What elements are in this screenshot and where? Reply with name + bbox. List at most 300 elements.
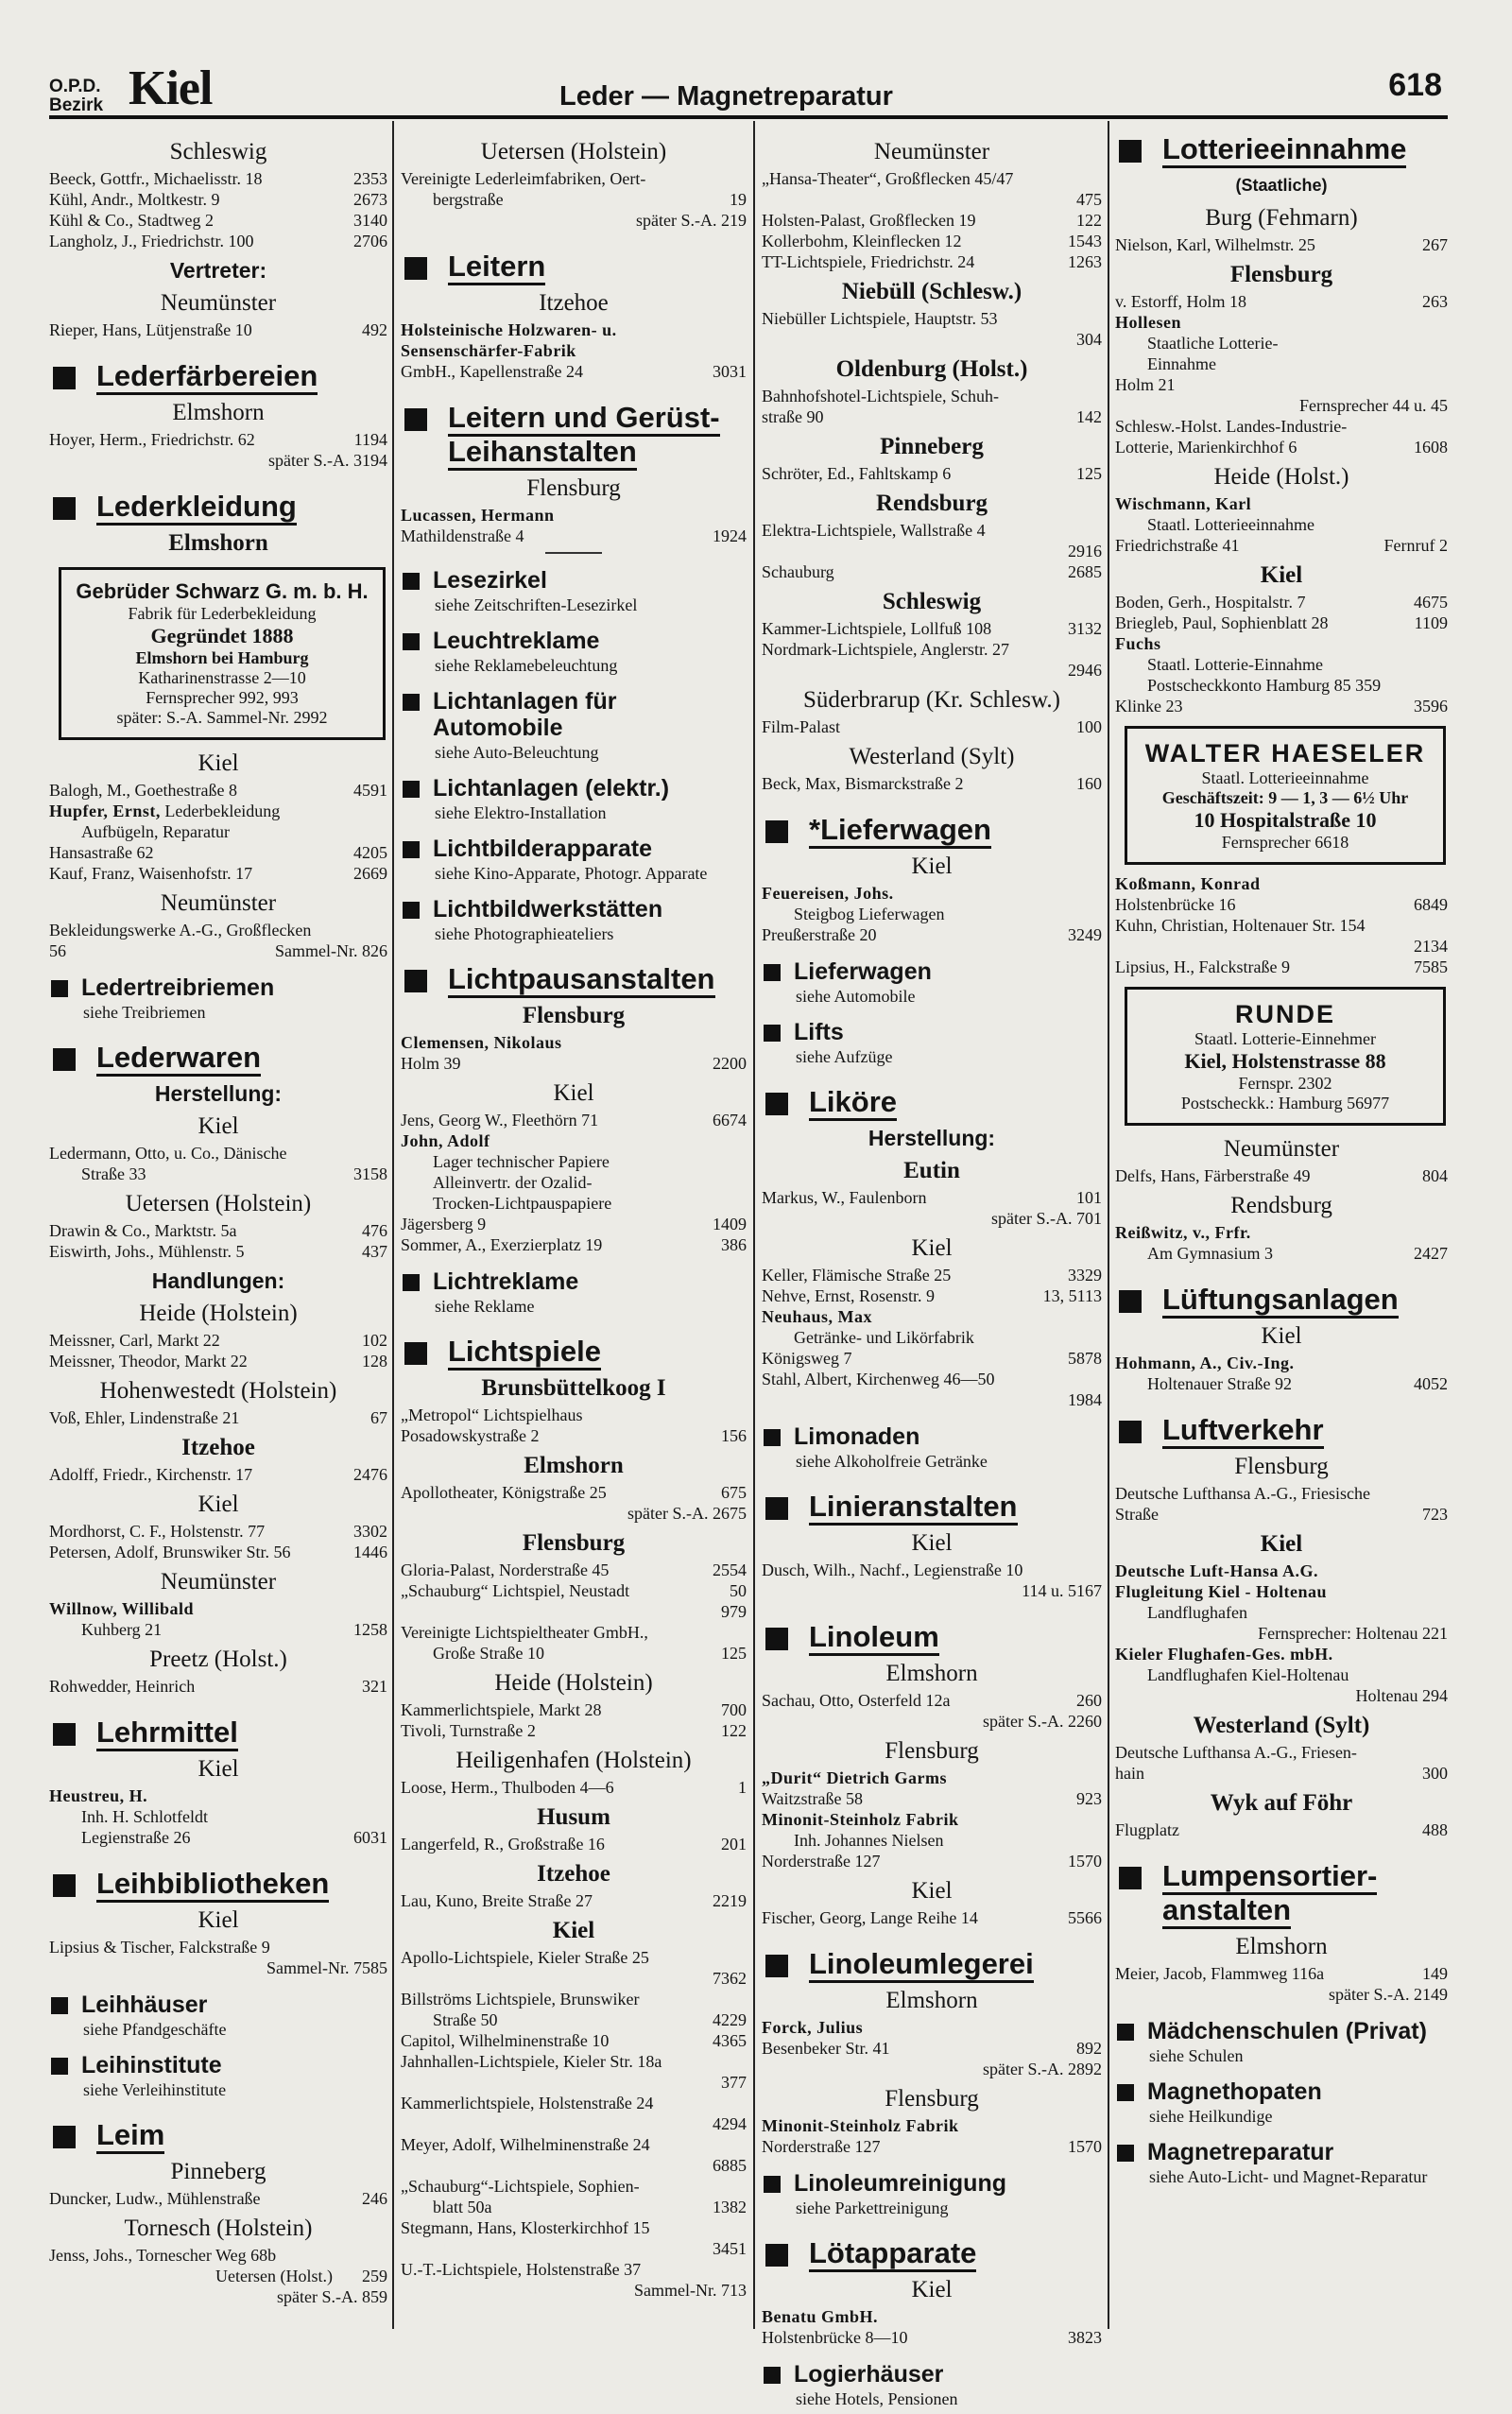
entry: Eiswirth, Johs., Mühlenstr. 5 437	[49, 1242, 387, 1261]
entry: Reißwitz, v., Frfr.	[1115, 1223, 1251, 1242]
place-heading: Kiel	[911, 854, 953, 879]
entry: Postscheckkonto Hamburg 85 359	[1147, 676, 1382, 695]
category-heading: Lichtpausanstalten	[401, 962, 747, 996]
entry: Holstenbrücke 8—10 3823	[762, 2328, 1102, 2347]
cross-reference: siehe Aufzüge	[796, 1047, 893, 1066]
entry: Rieper, Hans, Lütjenstraße 10 492	[49, 320, 387, 339]
place-heading: Uetersen (Holstein)	[125, 1191, 312, 1216]
place-heading: Flensburg	[522, 1530, 626, 1556]
entry: Rohwedder, Heinrich 321	[49, 1677, 387, 1696]
place-heading: Oldenburg (Holst.)	[835, 356, 1028, 382]
subheading: Herstellung:	[154, 1081, 283, 1106]
entry: Flugleitung Kiel - Holtenau	[1115, 1582, 1328, 1601]
place-heading: Kiel	[911, 1878, 953, 1904]
entry: Jens, Georg W., Fleethörn 71 6674	[401, 1111, 747, 1129]
entry: „Durit“ Dietrich Garms	[762, 1768, 947, 1787]
place-heading: Itzehoe	[537, 1861, 610, 1887]
entry: Elektra-Lichtspiele, Wallstraße 4	[762, 521, 986, 540]
entry: 2916	[1068, 542, 1102, 560]
entry: später S.-A. 3194	[268, 451, 387, 470]
category-heading: Logierhäuser	[762, 2361, 1102, 2388]
entry: Deutsche Luft-Hansa A.G.	[1115, 1561, 1319, 1580]
entry: 2134	[1414, 937, 1448, 956]
entry: Bahnhofshotel-Lichtspiele, Schuh-	[762, 387, 999, 405]
entry: Kammerlichtspiele, Markt 28 700	[401, 1700, 747, 1719]
entry: Inh. H. Schlotfeldt	[81, 1807, 208, 1826]
place-heading: Süderbrarup (Kr. Schlesw.)	[803, 687, 1060, 713]
place-heading: Flensburg	[885, 2086, 979, 2112]
cross-reference: siehe Parkettreinigung	[796, 2198, 949, 2217]
entry: Minonit-Steinholz Fabrik	[762, 2116, 959, 2135]
entry: Benatu GmbH.	[762, 2307, 879, 2326]
page-header	[49, 61, 1448, 115]
column-4	[1115, 132, 1448, 2192]
category-heading: Lifts	[762, 1019, 1102, 1045]
place-heading: Husum	[537, 1804, 610, 1830]
place-heading: Flensburg	[526, 475, 621, 501]
entry: Mathildenstraße 4 1924	[401, 526, 747, 545]
category-heading: Lichtanlagen (elektr.)	[401, 775, 747, 802]
entry: später S.-A. 701	[991, 1209, 1102, 1228]
entry: 56 Sammel-Nr. 826	[49, 941, 387, 960]
cross-reference: siehe Reklamebeleuchtung	[435, 656, 618, 675]
entry: Beck, Max, Bismarckstraße 2 160	[762, 774, 1102, 793]
category-heading: Lesezirkel	[401, 567, 747, 594]
place-heading: Kiel	[1260, 562, 1303, 588]
entry: Heustreu, H.	[49, 1786, 148, 1805]
place-heading: Niebüll (Schlesw.)	[841, 279, 1022, 304]
entry: Koßmann, Konrad	[1115, 874, 1261, 893]
entry: GmbH., Kapellenstraße 24 3031	[401, 362, 747, 381]
place-heading: Schleswig	[169, 139, 267, 164]
place-heading: Elmshorn	[524, 1453, 624, 1478]
entry: v. Estorff, Holm 18 263	[1115, 292, 1448, 311]
entry: Langerfeld, R., Großstraße 16 201	[401, 1835, 747, 1854]
place-heading: Heide (Holst.)	[1213, 464, 1349, 490]
entry: Sammel-Nr. 7585	[266, 1958, 387, 1977]
entry: Alleinvertr. der Ozalid-	[433, 1173, 593, 1192]
entry: Gloria-Palast, Norderstraße 45 2554	[401, 1560, 747, 1579]
entry: hain 300	[1115, 1764, 1448, 1783]
entry: „Schauburg“ Lichtspiel, Neustadt 50	[401, 1581, 747, 1600]
entry: „Metropol“ Lichtspielhaus	[401, 1405, 583, 1424]
entry: Einnahme	[1147, 354, 1216, 373]
place-heading: Heide (Holstein)	[139, 1301, 298, 1326]
category-heading: Limonaden	[762, 1423, 1102, 1450]
entry: Billströms Lichtspiele, Brunswiker	[401, 1990, 640, 2009]
entry: Duncker, Ludw., Mühlenstraße 246	[49, 2189, 387, 2208]
entry: Große Straße 10 125	[433, 1644, 747, 1663]
place-heading: Hohenwestedt (Holstein)	[99, 1378, 337, 1404]
place-heading: Elmshorn	[172, 400, 265, 425]
entry: 7362	[713, 1969, 747, 1988]
entry: Kollerbohm, Kleinflecken 12 1543	[762, 232, 1102, 250]
place-heading: Neumünster	[873, 139, 990, 164]
entry: Uetersen (Holst.) 259	[215, 2267, 387, 2285]
place-heading: Brunsbüttelkoog I	[481, 1375, 666, 1401]
place-heading: Kiel	[198, 1907, 239, 1933]
entry: Kühl & Co., Stadtweg 2 3140	[49, 211, 387, 230]
entry: später S.-A. 2675	[627, 1504, 747, 1523]
entry: Waitzstraße 58 923	[762, 1789, 1102, 1808]
entry: Hupfer, Ernst, Lederbekleidung	[49, 802, 281, 820]
cross-reference: siehe Alkoholfreie Getränke	[796, 1452, 988, 1471]
place-heading: Flensburg	[885, 1738, 979, 1764]
cross-reference: siehe Auto-Licht- und Magnet-Reparatur	[1149, 2167, 1428, 2186]
entry: Trocken-Lichtpauspapiere	[433, 1194, 612, 1213]
category-heading: Lehrmittel	[49, 1716, 387, 1750]
entry: Meyer, Adolf, Wilhelminenstraße 24	[401, 2135, 650, 2154]
entry: Bekleidungswerke A.-G., Großflecken	[49, 921, 312, 940]
page-title: Leder — Magnetreparatur	[559, 81, 893, 112]
column-divider	[1108, 121, 1109, 2329]
entry: 1984	[1068, 1390, 1102, 1409]
entry: Film-Palast 100	[762, 717, 1102, 736]
entry: Kammerlichtspiele, Holstenstraße 24	[401, 2094, 654, 2112]
entry: Königsweg 7 5878	[762, 1349, 1102, 1368]
separator	[545, 552, 602, 554]
entry: Adolff, Friedr., Kirchenstr. 17 2476	[49, 1465, 387, 1484]
entry: Briegleb, Paul, Sophienblatt 28 1109	[1115, 613, 1448, 632]
entry: Kuhn, Christian, Holtenauer Str. 154	[1115, 916, 1366, 935]
entry: Jägersberg 9 1409	[401, 1215, 747, 1233]
entry: später S.-A. 2892	[983, 2060, 1102, 2078]
entry: Holtenau 294	[1355, 1686, 1448, 1705]
entry: Lager technischer Papiere	[433, 1152, 610, 1171]
entry: Posadowskystraße 2 156	[401, 1426, 747, 1445]
place-heading: Tornesch (Holstein)	[124, 2216, 313, 2241]
entry: Wischmann, Karl	[1115, 494, 1252, 513]
entry: Stahl, Albert, Kirchenweg 46—50	[762, 1370, 995, 1388]
entry: Lipsius, H., Falckstraße 9 7585	[1115, 957, 1448, 976]
entry: Deutsche Lufthansa A.-G., Friesische	[1115, 1484, 1370, 1503]
entry: Holm 39 2200	[401, 1054, 747, 1073]
entry: Apollo-Lichtspiele, Kieler Straße 25	[401, 1948, 649, 1967]
entry: Straße 33 3158	[81, 1164, 387, 1183]
entry: bergstraße 19	[433, 190, 747, 209]
category-heading: Linoleumlegerei	[762, 1947, 1102, 1981]
entry: Sammel-Nr. 713	[634, 2281, 747, 2300]
category-heading: Lieferwagen	[762, 958, 1102, 985]
entry: Getränke- und Likörfabrik	[794, 1328, 974, 1347]
place-heading: Kiel	[911, 1235, 953, 1261]
category-heading: Leitern und Gerüst-Leihanstalten	[401, 401, 747, 469]
entry: Legienstraße 26 6031	[81, 1828, 387, 1847]
entry: Nielson, Karl, Wilhelmstr. 25 267	[1115, 235, 1448, 254]
category-heading: Lederwaren	[49, 1041, 387, 1075]
entry: Straße 723	[1115, 1505, 1448, 1524]
place-heading: Kiel	[911, 1530, 953, 1556]
category-heading: Lüftungsanlagen	[1115, 1283, 1448, 1317]
entry: „Schauburg“-Lichtspiele, Sophien-	[401, 2177, 640, 2196]
place-heading: Flensburg	[1229, 262, 1333, 287]
entry: Holstenbrücke 16 6849	[1115, 895, 1448, 914]
category-heading: Mädchenschulen (Privat)	[1115, 2018, 1448, 2044]
entry: Deutsche Lufthansa A.-G., Friesen-	[1115, 1743, 1357, 1762]
column-1	[49, 132, 387, 2308]
place-heading: Kiel	[553, 1080, 594, 1106]
category-heading: Magnethopaten	[1115, 2078, 1448, 2105]
entry: Flugplatz 488	[1115, 1820, 1448, 1839]
entry: Schlesw.-Holst. Landes-Industrie-	[1115, 417, 1348, 436]
category-heading: *Lieferwagen	[762, 813, 1102, 847]
column-3	[762, 132, 1102, 2414]
entry: 6885	[713, 2156, 747, 2175]
entry: Dusch, Wilh., Nachf., Legienstraße 10	[762, 1560, 1023, 1579]
entry: Landflughafen Kiel-Holtenau	[1147, 1665, 1349, 1684]
entry: Hansastraße 62 4205	[49, 843, 387, 862]
cross-reference: siehe Zeitschriften-Lesezirkel	[435, 595, 638, 614]
entry: Capitol, Wilhelminenstraße 10 4365	[401, 2031, 747, 2050]
entry: Keller, Flämische Straße 25 3329	[762, 1266, 1102, 1285]
place-heading: Neumünster	[160, 890, 277, 916]
entry: Vereinigte Lichtspieltheater GmbH.,	[401, 1623, 648, 1642]
entry: 4294	[713, 2114, 747, 2133]
entry: Holm 21	[1115, 375, 1176, 394]
place-heading: Pinneberg	[880, 434, 984, 459]
entry: Staatl. Lotterieeinnahme	[1147, 515, 1314, 534]
category-heading: Lötapparate	[762, 2236, 1102, 2270]
cross-reference: siehe Verleihinstitute	[83, 2080, 227, 2099]
entry: Kauf, Franz, Waisenhofstr. 17 2669	[49, 864, 387, 883]
place-heading: Kiel	[198, 1492, 239, 1517]
entry: Lucassen, Hermann	[401, 506, 555, 525]
entry: Fernsprecher: Holtenau 221	[1258, 1624, 1448, 1643]
category-heading: Linoleumreinigung	[762, 2170, 1102, 2197]
cross-reference: siehe Hotels, Pensionen	[796, 2389, 958, 2408]
entry: Beeck, Gottfr., Michaelisstr. 18 2353	[49, 169, 387, 188]
entry: Apollotheater, Königstraße 25 675	[401, 1483, 747, 1502]
advertisement-box: RUNDE Staatl. Lotterie-Einnehmer Kiel, Holstenstrasse 88 Fernspr. 2302 Postscheckk.: Hamburg 56977	[1125, 987, 1446, 1126]
entry: Aufbügeln, Reparatur	[81, 822, 230, 841]
entry: Fischer, Georg, Lange Reihe 14 5566	[762, 1908, 1102, 1927]
entry: Balogh, M., Goethestraße 8 4591	[49, 781, 387, 800]
category-heading: Lichtbilderapparate	[401, 836, 747, 862]
cross-reference: siehe Treibriemen	[83, 1003, 206, 1022]
entry: TT-Lichtspiele, Friedrichstr. 24 1263	[762, 252, 1102, 271]
category-heading: Lederfärbereien	[49, 359, 387, 393]
advertisement-box: Gebrüder Schwarz G. m. b. H. Fabrik für Lederbekleidung Gegründet 1888 Elmshorn bei Hamburg Katharinenstrasse 2—10 Fernsprecher 992, 993 später: S.-A. Sammel-Nr. 2992	[59, 567, 386, 740]
category-heading: Leihhäuser	[49, 1992, 387, 2018]
place-heading: Neumünster	[160, 1569, 277, 1595]
entry: Besenbeker Str. 41 892	[762, 2039, 1102, 2058]
entry: Schröter, Ed., Fahltskamp 6 125	[762, 464, 1102, 483]
place-heading: Itzehoe	[539, 290, 609, 316]
entry: Friedrichstraße 41 Fernruf 2	[1115, 536, 1448, 555]
place-heading: Eutin	[903, 1158, 960, 1183]
entry: Norderstraße 127 1570	[762, 1852, 1102, 1871]
entry: Kammer-Lichtspiele, Lollfuß 108 3132	[762, 619, 1102, 638]
place-heading: Burg (Fehmarn)	[1205, 205, 1358, 231]
entry: 114 u. 5167	[1022, 1581, 1102, 1600]
category-heading: Leitern	[401, 250, 747, 284]
entry: Staatliche Lotterie-	[1147, 334, 1279, 353]
header-rule	[49, 115, 1448, 119]
entry: „Hansa-Theater“, Großflecken 45/47	[762, 169, 1014, 188]
entry: Loose, Herm., Thulboden 4—6 1	[401, 1778, 747, 1797]
place-heading: Itzehoe	[181, 1435, 255, 1460]
entry: Steigbog Lieferwagen	[794, 905, 945, 923]
place-heading: Elmshorn	[885, 1661, 978, 1686]
entry: Stegmann, Hans, Klosterkirchhof 15	[401, 2218, 650, 2237]
entry: Nehve, Ernst, Rosenstr. 9 13, 5113	[762, 1286, 1102, 1305]
entry: Fernsprecher 44 u. 45	[1299, 396, 1448, 415]
entry: Nordmark-Lichtspiele, Anglerstr. 27	[762, 640, 1009, 659]
place-heading: Flensburg	[522, 1003, 626, 1028]
place-heading: Wyk auf Föhr	[1210, 1790, 1353, 1816]
place-heading: Kiel	[1261, 1323, 1302, 1349]
entry: Schauburg 2685	[762, 562, 1102, 581]
entry: Willnow, Willibald	[49, 1599, 195, 1618]
advertisement-box: WALTER HAESELER Staatl. Lotterieeinnahme Geschäftszeit: 9 — 1, 3 — 6½ Uhr 10 Hospitalstraße 10 Fernsprecher 6618	[1125, 726, 1446, 865]
cross-reference: siehe Photographieateliers	[435, 924, 614, 943]
place-heading: Neumünster	[160, 290, 277, 316]
entry: 475	[1076, 190, 1102, 209]
category-heading: Liköre	[762, 1085, 1102, 1119]
subheading: Vertreter:	[169, 258, 267, 283]
category-heading: Ledertreibriemen	[49, 974, 387, 1001]
entry: Boden, Gerh., Hospitalstr. 7 4675	[1115, 593, 1448, 612]
place-heading: Westerland (Sylt)	[1193, 1713, 1370, 1738]
entry: Norderstraße 127 1570	[762, 2137, 1102, 2156]
entry: Straße 50 4229	[433, 2010, 747, 2029]
entry: John, Adolf	[401, 1131, 490, 1150]
place-heading: Heide (Holstein)	[494, 1670, 653, 1696]
entry: Delfs, Hans, Färberstraße 49 804	[1115, 1166, 1448, 1185]
cross-reference: siehe Heilkundige	[1149, 2107, 1273, 2126]
entry: Staatl. Lotterie-Einnahme	[1147, 655, 1323, 674]
entry: Kieler Flughafen-Ges. mbH.	[1115, 1645, 1333, 1664]
category-heading: Linieranstalten	[762, 1490, 1102, 1524]
entry: 2946	[1068, 661, 1102, 680]
entry: Landflughafen	[1147, 1603, 1247, 1622]
place-heading: Heiligenhafen (Holstein)	[455, 1748, 692, 1773]
place-heading: Elmshorn	[885, 1988, 978, 2013]
entry: später S.-A. 219	[636, 211, 747, 230]
page-number: 618	[1388, 67, 1442, 103]
category-heading: Lumpensortier-anstalten	[1115, 1859, 1448, 1927]
entry: Feuereisen, Johs.	[762, 884, 894, 903]
entry: Meier, Jacob, Flammweg 116a 149	[1115, 1964, 1448, 1983]
entry: Tivoli, Turnstraße 2 122	[401, 1721, 747, 1740]
entry: Forck, Julius	[762, 2018, 864, 2037]
place-heading: Elmshorn	[168, 530, 268, 556]
entry: 377	[721, 2073, 747, 2092]
column-divider	[753, 121, 755, 2329]
category-heading: Leihbibliotheken	[49, 1867, 387, 1901]
place-heading: Kiel	[911, 2277, 953, 2302]
place-heading: Westerland (Sylt)	[849, 744, 1015, 769]
entry: Neuhaus, Max	[762, 1307, 873, 1326]
entry: U.-T.-Lichtspiele, Holstenstraße 37	[401, 2260, 642, 2279]
entry: Hollesen	[1115, 313, 1181, 332]
entry: Sommer, A., Exerzierplatz 19 386	[401, 1235, 747, 1254]
subheading: (Staatliche)	[1235, 176, 1328, 195]
category-heading: Luftverkehr	[1115, 1413, 1448, 1447]
entry: Minonit-Steinholz Fabrik	[762, 1810, 959, 1829]
place-heading: Schleswig	[882, 589, 982, 614]
entry: Jahnhallen-Lichtspiele, Kieler Str. 18a	[401, 2052, 662, 2071]
place-heading: Kiel	[198, 1113, 239, 1139]
place-heading: Rendsburg	[875, 491, 988, 516]
place-heading: Neumünster	[1223, 1136, 1340, 1162]
entry: Jenss, Johs., Tornescher Weg 68b	[49, 2246, 277, 2265]
entry: Mordhorst, C. F., Holstenstr. 77 3302	[49, 1522, 387, 1541]
entry: Vereinigte Lederleimfabriken, Oert-	[401, 169, 646, 188]
subheading: Herstellung:	[868, 1126, 996, 1150]
place-heading: Kiel	[198, 750, 239, 776]
category-heading: Leim	[49, 2118, 387, 2152]
category-heading: Linoleum	[762, 1620, 1102, 1654]
category-heading: Leuchtreklame	[401, 628, 747, 654]
entry: Clemensen, Nikolaus	[401, 1033, 562, 1052]
place-heading: Preetz (Holst.)	[149, 1647, 287, 1672]
category-heading: Magnetreparatur	[1115, 2139, 1448, 2165]
entry: Holsten-Palast, Großflecken 19 122	[762, 211, 1102, 230]
entry: Holsteinische Holzwaren- u.	[401, 320, 617, 339]
district-label: O.P.D. Bezirk	[49, 77, 104, 115]
entry: Sachau, Otto, Osterfeld 12a 260	[762, 1691, 1102, 1710]
entry: Holtenauer Straße 92 4052	[1147, 1374, 1448, 1393]
place-heading: Kiel	[552, 1918, 595, 1943]
entry: straße 90 142	[762, 407, 1102, 426]
cross-reference: siehe Kino-Apparate, Photogr. Apparate	[435, 864, 708, 883]
entry: Sensenschärfer-Fabrik	[401, 341, 576, 360]
category-heading: Lichtspiele	[401, 1335, 747, 1369]
entry: Meissner, Carl, Markt 22 102	[49, 1331, 387, 1350]
entry: später S.-A. 2260	[983, 1712, 1102, 1731]
entry: Drawin & Co., Marktstr. 5a 476	[49, 1221, 387, 1240]
category-heading: Lichtbildwerkstätten	[401, 896, 747, 922]
entry: Meissner, Theodor, Markt 22 128	[49, 1352, 387, 1371]
entry: Lipsius & Tischer, Falckstraße 9	[49, 1938, 270, 1957]
entry: Lau, Kuno, Breite Straße 27 2219	[401, 1891, 747, 1910]
entry: Voß, Ehler, Lindenstraße 21 67	[49, 1408, 387, 1427]
entry: blatt 50a 1382	[433, 2198, 747, 2216]
entry: später S.-A. 2149	[1329, 1985, 1448, 2004]
place-heading: Rendsburg	[1230, 1193, 1332, 1218]
cross-reference: siehe Reklame	[435, 1297, 535, 1316]
cross-reference: siehe Elektro-Installation	[435, 803, 607, 822]
entry: Inh. Johannes Nielsen	[794, 1831, 944, 1850]
entry: Niebüller Lichtspiele, Hauptstr. 53	[762, 309, 998, 328]
cross-reference: siehe Schulen	[1149, 2046, 1244, 2065]
column-2	[401, 132, 747, 2302]
place-heading: Kiel	[1260, 1531, 1303, 1557]
entry: 3451	[713, 2239, 747, 2258]
category-heading: Lederkleidung	[49, 490, 387, 524]
category-heading: Leihinstitute	[49, 2052, 387, 2078]
place-heading: Uetersen (Holstein)	[480, 139, 667, 164]
entry: Kühl, Andr., Moltkestr. 9 2673	[49, 190, 387, 209]
column-divider	[392, 121, 394, 2329]
category-heading: Lichtanlagen für Automobile	[401, 688, 747, 741]
place-heading: Elmshorn	[1235, 1934, 1328, 1959]
entry: Petersen, Adolf, Brunswiker Str. 56 1446	[49, 1543, 387, 1561]
entry: Kuhberg 21 1258	[81, 1620, 387, 1639]
entry: Langholz, J., Friedrichstr. 100 2706	[49, 232, 387, 250]
entry: Hohmann, A., Civ.-Ing.	[1115, 1354, 1295, 1372]
cross-reference: siehe Pfandgeschäfte	[83, 2020, 227, 2039]
place-heading: Kiel	[198, 1756, 239, 1782]
entry: Hoyer, Herm., Friedrichstr. 62 1194	[49, 430, 387, 449]
place-heading: Pinneberg	[170, 2159, 266, 2184]
entry: Ledermann, Otto, u. Co., Dänische	[49, 1144, 287, 1163]
category-heading: Lotterieeinnahme	[1115, 132, 1448, 166]
cross-reference: siehe Automobile	[796, 987, 916, 1006]
entry: 979	[721, 1602, 747, 1621]
entry: Lotterie, Marienkirchhof 6 1608	[1115, 438, 1448, 457]
